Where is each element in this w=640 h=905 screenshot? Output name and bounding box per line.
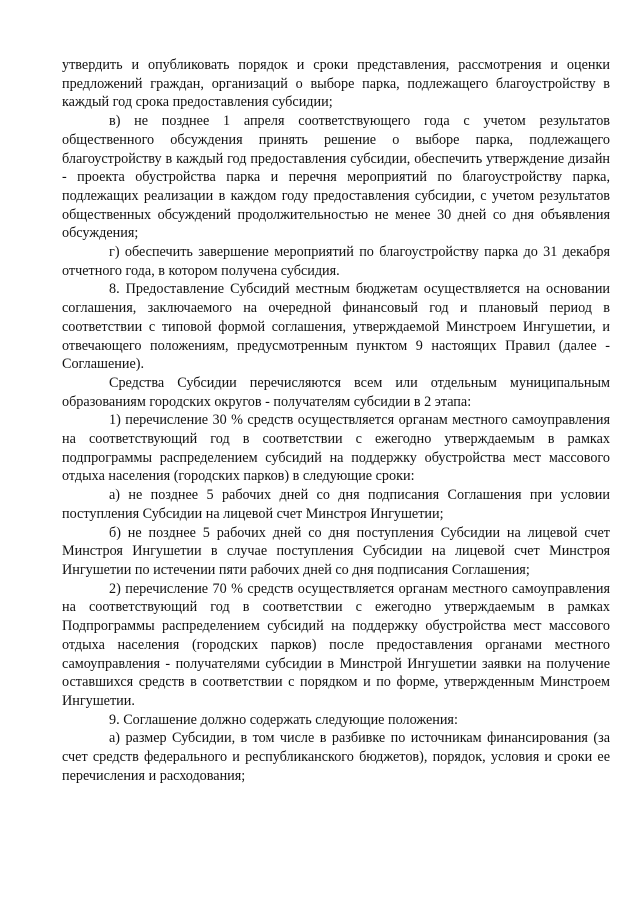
paragraph-stage-1-a: а) не позднее 5 рабочих дней со дня подписания Соглашения при условии поступления Субсидии на лицевой счет Минстроя Ингушетии; — [62, 487, 610, 522]
paragraph-transfer-stages: Средства Субсидии перечисляются всем или отдельным муниципальным образованиям городских округов - получателям субсидии в 2 этапа: — [62, 374, 610, 410]
paragraph-stage-1: 1) перечисление 30 % средств осуществляется органам местного самоуправления на соответствующий год в соответствии с ежегодно утверждаемым в рамках подпрограммы распределением субсидий на поддержку обустройства мест массового отдыха населения (городских парков) в следующие сроки: — [62, 412, 610, 485]
paragraph-stage-1-b: б) не позднее 5 рабочих дней со дня поступления Субсидии на лицевой счет Минстроя Ингушетии в случае поступления Субсидии на лицевой счет Минстроя Ингушетии по истечении пяти рабочих дней со дня подписания Соглашения; — [62, 524, 610, 578]
paragraph-item-g: г) обеспечить завершение мероприятий по благоустройству парка до 31 декабря отчетного года, в котором получена субсидия. — [62, 244, 610, 279]
paragraph-intro-continuation: утвердить и опубликовать порядок и сроки представления, рассмотрения и оценки предложений граждан, организаций о выборе парка, подлежащего благоустройству в каждый год срока предоставления субсидии; — [62, 57, 610, 111]
paragraph-section-9-a: а) размер Субсидии, в том числе в разбивке по источникам финансирования (за счет средств федерального и республиканского бюджетов), порядок, условия и сроки ее перечисления и расходования; — [62, 730, 610, 784]
paragraph-stage-2: 2) перечисление 70 % средств осуществляется органам местного самоуправления на соответствующий год в соответствии с ежегодно утверждаемым в рамках Подпрограммы распределением субсидий на поддержку обустройства мест массового отдыха населения (городских парков) после предоставления органами местного самоуправления - получателями субсидии в Минстрой Ингушетии заявки на получение оставшихся средств в соответствии с порядком и по форме, утвержденным Минстроем Ингушетии. — [62, 580, 610, 709]
paragraph-item-v: в) не позднее 1 апреля соответствующего года с учетом результатов общественного обсуждения принять решение о выборе парка, подлежащего благоустройству в каждый год предоставления субсидии, обеспечить утверждение дизайн - проекта обустройства парка и перечня мероприятий по благоустройству парка, подлежащих реализации в каждом году предоставления субсидии, с учетом результатов общественных обсуждений продолжительностью не менее 30 дней со дня объявления обсуждения; — [62, 113, 610, 242]
paragraph-section-8: 8. Предоставление Субсидий местным бюджетам осуществляется на основании соглашения, заключаемого на очередной финансовый год и плановый период в соответствии с типовой формой соглашения, утверждаемой Минстроем Ингушетии, и отвечающего положениям, предусмотренным пунктом 9 настоящих Правил (далее - Соглашение). — [62, 281, 610, 373]
document-page — [62, 56, 610, 785]
paragraph-section-9: 9. Соглашение должно содержать следующие положения: — [109, 711, 458, 728]
